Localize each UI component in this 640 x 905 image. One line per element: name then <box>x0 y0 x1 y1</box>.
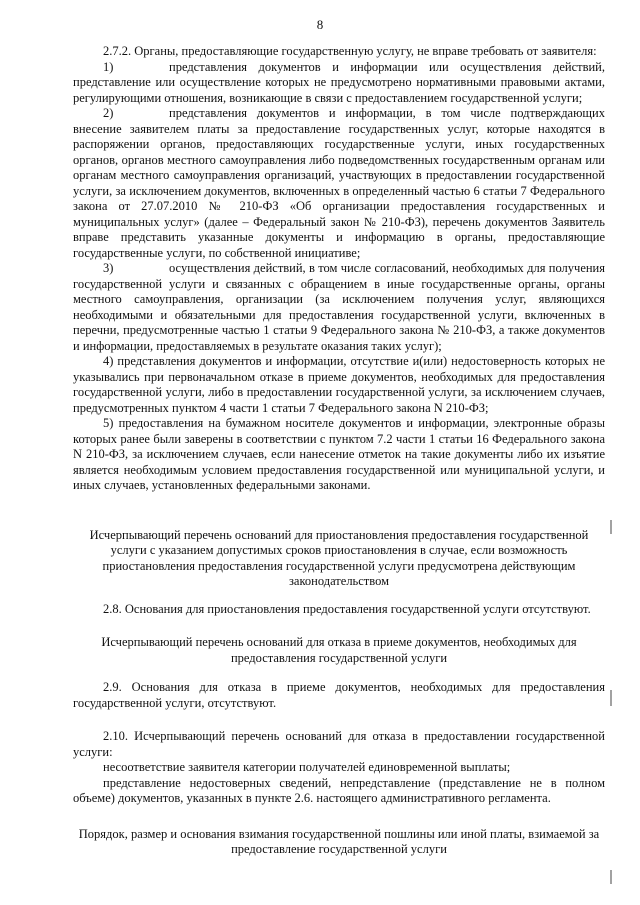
list-item-text: представления документов и информации, в том числе подтверждающих внесение заявителем платы за предоставление государственных услуг, которые находятся в распоряжении органов, предоставляющих государственные услуги, иных государственных органов, органов местного самоуправления либо подведомственных государственным органам или органам местного самоуправления организаций, участвующих в предоставлении государственной услуги, за исключением документов, включенных в определенный частью 6 статьи 7 Федерального закона от 27.07.2010 № 210-ФЗ «Об организации предоставления государственных и муниципальных услуг» (далее – Федеральный закон № 210-ФЗ), перечень документов Заявитель вправе представить указанные документы и информацию в органы, предоставляющие государственные услуги, по собственной инициативе; <box>73 106 605 260</box>
scan-artifact <box>610 870 612 884</box>
section-2-7-2-intro: 2.7.2. Органы, предоставляющие государственную услугу, не вправе требовать от заявителя: <box>103 44 597 58</box>
list-item-number: 1) <box>103 59 114 74</box>
list-item-5: 5) предоставления на бумажном носителе документов и информации, электронные образы которых ранее были заверены в соответствии с пунктом 7.2 части 1 статьи 16 Федерального закона N 210-ФЗ, за исключением случаев, если нанесение отметок на такие документы либо их изъятие является необходимым условием предоставления государственной или муниципальной услуги, и иных случаев, установленных федеральными законами. <box>73 416 605 492</box>
suspension-heading: Исчерпывающий перечень оснований для приостановления предоставления государственной услуги с указанием допустимых сроков приостановления в случае, если возможность приостановления предоставления государственной услуги предусмотрена действующим законодательством <box>89 527 589 588</box>
document-body <box>73 44 605 858</box>
list-item-3 <box>73 261 605 354</box>
list-item-number: 3) <box>103 261 114 275</box>
fee-heading: Порядок, размер и основания взимания государственной пошлины или иной платы, взимаемой за предоставление государственной услуги <box>78 826 600 856</box>
section-2-10-item-2: представление недостоверных сведений, непредставление (представление не в полном объеме) документов, указанных в пункте 2.6. настоящего административного регламента. <box>73 775 605 805</box>
list-item-4: 4) представления документов и информации, отсутствие и(или) недостоверность которых не указывались при первоначальном отказе в приеме документов, необходимых для предоставления государственной услуги, либо в предоставлении государственной услуги, за исключением случаев, предусмотренных пунктом 4 части 1 статьи 7 Федерального закона N 210-ФЗ; <box>73 354 605 415</box>
list-item-text: представления документов и информации или осуществления действий, представление или осуществление которых не предусмотрено нормативными правовыми актами, регулирующими отношения, возникающие в связи с предоставлением государственной услуги; <box>73 59 605 105</box>
page-number: 8 <box>316 17 324 32</box>
scan-artifact <box>610 690 612 706</box>
section-2-9: 2.9. Основания для отказа в приеме документов, необходимых для предоставления государственной услуги, отсутствуют. <box>73 680 605 710</box>
list-item-number: 2) <box>103 106 114 120</box>
section-2-10-item-1: несоответствие заявителя категории получателей единовременной выплаты; <box>103 760 511 774</box>
list-item-text: осуществления действий, в том числе согласований, необходимых для получения государственной услуги и связанных с обращением в иные государственные органы, органы местного самоуправления, организации (за исключением получения услуг, являющихся необходимыми и обязательными для предоставления государственной услуги, включенных в перечни, предусмотренные частью 1 статьи 9 Федерального закона № 210-ФЗ, а также документов и информации, предоставляемых в результате оказания таких услуг); <box>73 261 605 353</box>
refusal-docs-heading: Исчерпывающий перечень оснований для отказа в приеме документов, необходимых для предоставления государственной услуги <box>101 635 577 665</box>
section-2-8: 2.8. Основания для приостановления предоставления государственной услуги отсутствуют. <box>103 601 591 616</box>
list-item-2 <box>73 106 605 261</box>
scan-artifact <box>610 520 612 534</box>
list-item-1 <box>73 60 605 107</box>
section-2-10-intro: 2.10. Исчерпывающий перечень оснований для отказа в предоставлении государственной услуги: <box>73 729 605 759</box>
